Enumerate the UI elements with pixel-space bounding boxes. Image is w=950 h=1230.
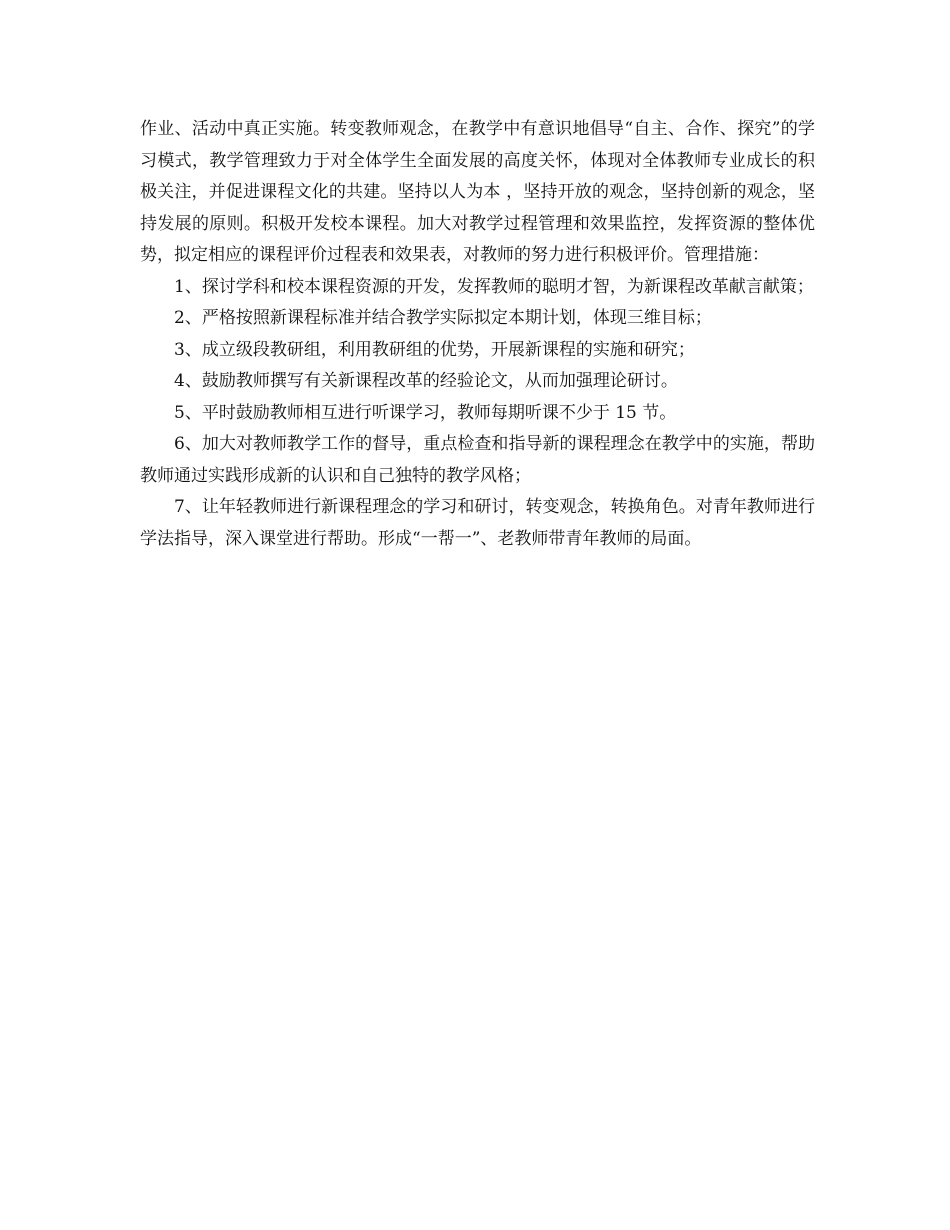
measure-item-3: 3、成立级段教研组，利用教研组的优势，开展新课程的实施和研究； bbox=[174, 339, 695, 360]
measure-item-2: 2、严格按照新课程标准并结合教学实际拟定本期计划，体现三维目标； bbox=[174, 308, 712, 328]
measure-item-7: 7、让年轻教师进行新课程理念的学习和研讨，转变观念，转换角色。对青年教师进行学法指导，深入课堂进行帮助。形成“一帮一”、老教师带青年教师的局面。 bbox=[140, 497, 815, 549]
intro-paragraph: 作业、活动中真正实施。转变教师观念，在教学中有意识地倡导“自主、合作、探究”的学习模式，教学管理致力于对全体学生全面发展的高度关怀，体现对全体教师专业成长的积极关注，并促进课程文化的共建。坚持以人为本 ，坚持开放的观念，坚持创新的观念，坚持发展的原则。积极开发校本课程。加大对教学过程管理和效果监控，发挥资源的整体优势，拟定相应的课程评价过程表和效果表，对教师的努力进行积极评价。管理措施： bbox=[140, 119, 815, 265]
measure-item-5: 5、平时鼓励教师相互进行听课学习，教师每期听课不少于 15 节。 bbox=[174, 402, 677, 423]
measure-item-1: 1、探讨学科和校本课程资源的开发，发挥教师的聪明才智，为新课程改革献言献策； bbox=[174, 276, 814, 297]
measure-item-4: 4、鼓励教师撰写有关新课程改革的经验论文，从而加强理论研讨。 bbox=[174, 371, 678, 391]
measure-item-6: 6、加大对教师教学工作的督导，重点检查和指导新的课程理念在教学中的实施，帮助教师通过实践形成新的认识和自己独特的教学风格； bbox=[140, 434, 815, 486]
document-page bbox=[140, 114, 815, 555]
